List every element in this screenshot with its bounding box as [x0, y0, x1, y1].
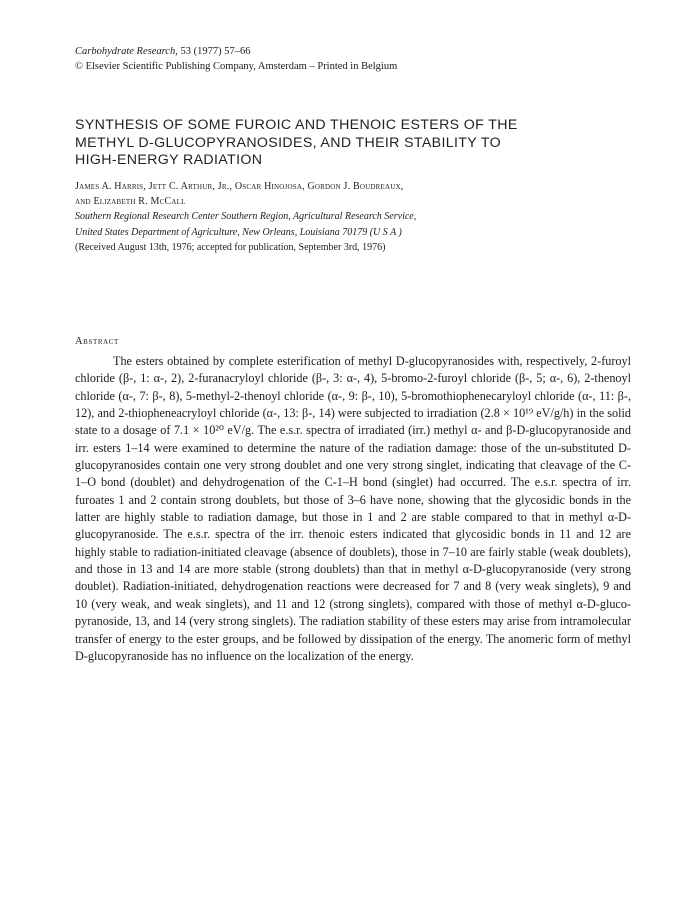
abstract-heading: Abstract — [75, 336, 119, 347]
affiliation-line-2: United States Department of Agriculture, New Orleans, Louisiana 70179 (U S A ) — [75, 226, 402, 238]
journal-volume-pages: 53 (1977) 57–66 — [180, 46, 251, 57]
journal-citation — [75, 44, 635, 59]
author-names-line-2: and Elizabeth R. McCall — [75, 196, 186, 208]
abstract-text: The esters obtained by complete esterification of methyl D-glucopyranosides with, respectively, 2-furoyl chloride (β-, 1: α-, 2), 2-furanacryloyl chloride (β-, 3: α-, 4), 5-bromo-2-furoyl chloride (β-, 5; α-, 6), 2-thenoyl chloride (α-, 7: β-, 8), 5-methyl-2-thenoyl chloride (α-, 9: β-, 10), 5-bromothiophenecaryloyl chloride (α-, 11: β-, 12), and 2-thiopheneacryloyl chloride (α-, 13: β-, 14) were subjected to irradiation (2.8 × 10¹⁹ eV/g/h) in the solid state to a dosage of 7.1 × 10²⁰ eV/g. The e.s.r. spectra of irradiated (irr.) methyl α- and β-D-glucopyranoside and irr. esters 1–14 were examined to determine the nature of the radiation damage: those of the un-substituted D-glucopyranosides contain one very strong doublet and one very strong singlet, indicating that cleavage of the C-1–O bond (doublet) and dehydrogenation of the C-1–H bond (singlet) had occurred. The e.s.r. spectra of irr. furoates 1 and 2 contain strong doublets, but those of 3–6 have none, showing that the glycosidic bonds in the latter are highly stable to radiation damage, but those in 1 and 2 are stable compared to that in methyl α-D-glucopyranoside. The e.s.r. spectra of the irr. thenoic esters indicated that glycosidic bonds in 11 and 12 are highly stable to radiation-initiated cleavage (absence of doublets), those in 7–10 are fairly stable (weak doublets), and those in 13 and 14 are more stable (strong doublets) than that in methyl α-D-glucopyranoside (very strong doublet). Radiation-initiated, dehydrogenation reactions were decreased for 7 and 8 (very weak singlets), 9 and 10 (very weak, and weak singlets), and 11 and 12 (strong singlets), compared with those of methyl α-D-gluco-pyranoside, 13, and 14 (very strong singlets). The radiation stability of these esters may arise from intramolecular transfer of energy to the ester groups, and be followed by dissipation of the energy. The anomeric form of methyl D-glucopyranoside has no influence on the localization of the energy. — [75, 354, 631, 663]
author-names-line-1: James A. Harris, Jett C. Arthur, Jr., Oscar Hinojosa, Gordon J. Boudreaux, — [75, 181, 404, 192]
affiliation-line-1: Southern Regional Research Center Southern Region, Agricultural Research Service, — [75, 211, 417, 223]
journal-name: Carbohydrate Research, — [75, 46, 178, 57]
title-line-3: HIGH-ENERGY RADIATION — [75, 152, 263, 168]
publisher-line: © Elsevier Scientific Publishing Company, Amsterdam – Printed in Belgium — [75, 61, 398, 72]
received-dates: (Received August 13th, 1976; accepted for publication, September 3rd, 1976) — [75, 241, 386, 253]
title-line-1: SYNTHESIS OF SOME FUROIC AND THENOIC ESTERS OF THE — [75, 117, 518, 133]
journal-header — [75, 44, 635, 74]
article-title — [75, 117, 635, 170]
title-line-2: METHYL D-GLUCOPYRANOSIDES, AND THEIR STABILITY TO — [75, 134, 502, 151]
author-block — [75, 179, 635, 255]
